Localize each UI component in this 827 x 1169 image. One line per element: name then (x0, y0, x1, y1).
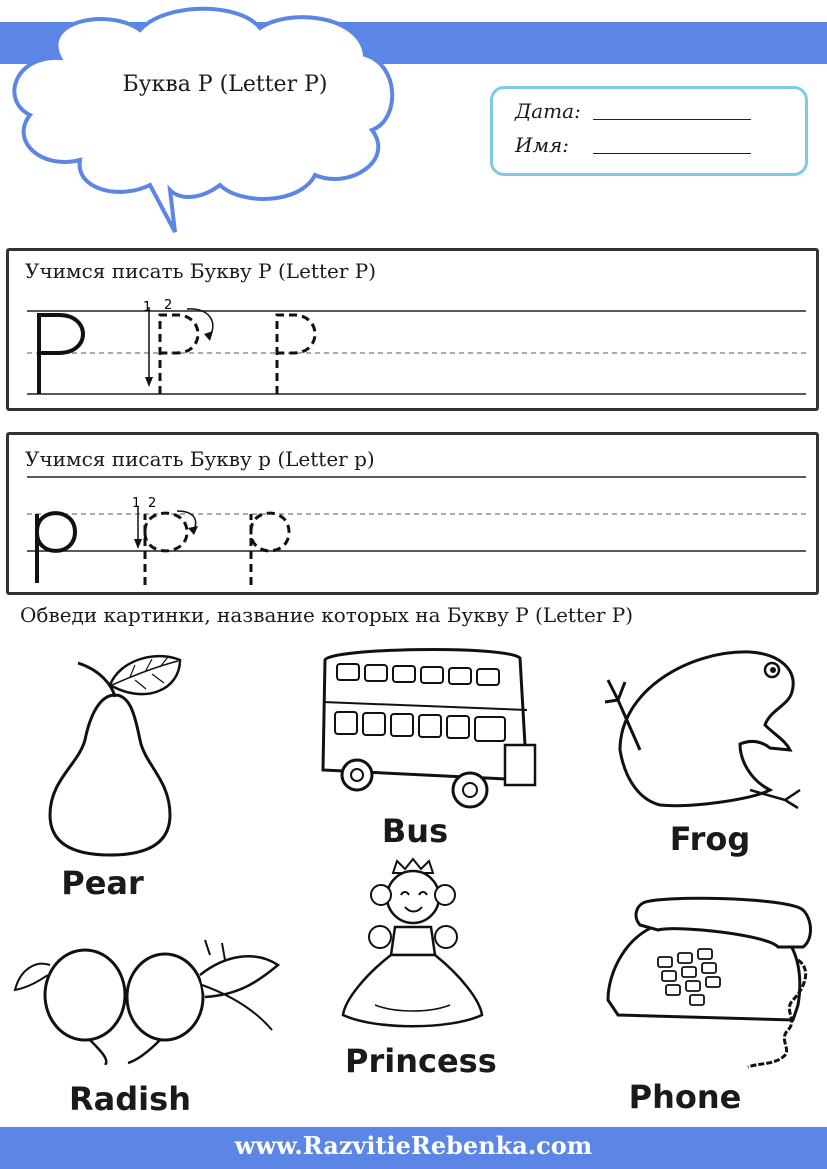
instruction-text: Обведи картинки, название которых на Букву Р (Letter P) (20, 603, 634, 627)
lowercase-stroke-1: 1 (132, 496, 141, 511)
picture-label-radish: Radish (69, 1080, 191, 1118)
name-field[interactable] (593, 153, 751, 154)
picture-label-bus: Bus (381, 812, 449, 850)
date-field[interactable] (593, 119, 751, 120)
princess-icon[interactable] (335, 855, 490, 1040)
picture-label-frog: Frog (669, 820, 751, 858)
speech-cloud-icon (0, 0, 400, 240)
uppercase-practice-title: Учимся писать Букву Р (Letter P) (25, 259, 377, 283)
uppercase-writing-lines[interactable] (9, 251, 816, 408)
picture-label-pear: Pear (61, 864, 144, 902)
date-label: Дата: (515, 99, 581, 123)
uppercase-practice-panel (6, 248, 819, 411)
bus-icon[interactable] (305, 640, 550, 820)
lowercase-practice-panel (6, 432, 819, 595)
pear-icon[interactable] (30, 645, 200, 860)
lowercase-practice-title: Учимся писать Букву р (Letter p) (25, 447, 375, 471)
name-label: Имя: (515, 133, 570, 157)
lowercase-writing-lines[interactable] (9, 435, 816, 592)
phone-icon[interactable] (598, 895, 818, 1085)
lowercase-stroke-2: 2 (148, 496, 157, 511)
frog-icon[interactable] (600, 640, 805, 815)
footer-url[interactable]: www.RazvitieRebenka.com (234, 1131, 593, 1160)
worksheet-title: Буква Р (Letter P) (122, 72, 328, 97)
picture-label-princess: Princess (345, 1042, 497, 1080)
uppercase-stroke-1: 1 (143, 300, 152, 315)
radish-icon[interactable] (10, 935, 285, 1065)
picture-label-phone: Phone (628, 1078, 742, 1116)
uppercase-stroke-2: 2 (164, 298, 173, 313)
student-info-box (490, 86, 808, 176)
